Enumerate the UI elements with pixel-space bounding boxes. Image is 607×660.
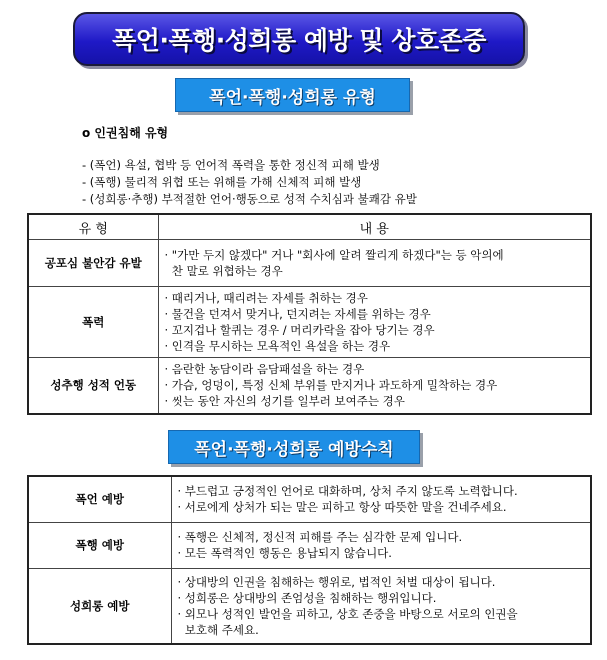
table-row: [28, 476, 591, 522]
content-line: · "가만 두지 않겠다" 거나 "회사에 알려 짤리게 하겠다"는 등 악의에: [164, 248, 504, 262]
content-line: · 모든 폭력적인 행동은 용납되지 않습니다.: [177, 546, 392, 560]
row-category: 폭언 예방: [28, 476, 171, 522]
bullet-item: - (폭언) 욕설, 협박 등 언어적 폭력을 통한 정신적 피해 발생: [82, 158, 380, 172]
prevention-table: [27, 475, 592, 645]
row-content: [171, 568, 591, 644]
table-header-row: [28, 214, 591, 240]
table-row: [28, 240, 591, 287]
page-title: 폭언·폭행·성희롱 예방 및 상호존중: [112, 26, 486, 55]
content-line: · 폭행은 신체적, 정신적 피해를 주는 심각한 문제 입니다.: [177, 530, 463, 544]
types-table: [27, 213, 592, 415]
header-content: 내 용: [158, 214, 591, 240]
section-heading-types-text: 폭언·폭행·성희롱 유형: [209, 87, 376, 108]
row-category: 폭행 예방: [28, 522, 171, 568]
content-line: · 인격을 무시하는 모욕적인 욕설을 하는 경우: [164, 339, 391, 353]
bullet-item: - (폭행) 물리적 위협 또는 위해를 가해 신체적 피해 발생: [82, 175, 362, 189]
content-line: · 물건을 던져서 맞거나, 던지려는 자세를 위하는 경우: [164, 307, 431, 321]
table-row: [28, 522, 591, 568]
content-line: 보호해 주세요.: [177, 622, 259, 637]
content-line: · 부드럽고 긍정적인 언어로 대화하며, 상처 주지 않도록 노력합니다.: [177, 484, 518, 499]
row-category: 공포심 불안감 유발: [28, 240, 158, 287]
row-content: [171, 476, 591, 522]
table-row: [28, 287, 591, 358]
section-heading-prevention: [168, 430, 420, 464]
section-heading-types: [175, 78, 410, 112]
row-content: [158, 240, 591, 287]
content-line: · 씻는 동안 자신의 성기를 일부러 보여주는 경우: [164, 394, 405, 409]
human-rights-violation-title: o 인권침해 유형: [82, 126, 169, 140]
row-category: 성희롱 예방: [28, 568, 171, 644]
content-line: · 음란한 농담이라 음담패설을 하는 경우: [164, 362, 365, 377]
content-line: · 성희롱은 상대방의 존엄성을 침해하는 행위입니다.: [177, 590, 437, 605]
table-row: [28, 358, 591, 414]
row-category: 폭력: [28, 287, 158, 358]
content-line: · 가슴, 엉덩이, 특정 신체 부위를 만지거나 과도하게 밀착하는 경우: [164, 378, 498, 393]
table-row: [28, 568, 591, 644]
bullet-item: - (성희롱·추행) 부적절한 언어·행동으로 성적 수치심과 불쾌감 유발: [82, 192, 417, 206]
page-title-banner: [73, 12, 525, 66]
header-type: 유 형: [28, 214, 158, 240]
content-line: · 서로에게 상처가 되는 말은 피하고 항상 따뜻한 말을 건네주세요.: [177, 500, 507, 515]
row-content: [158, 287, 591, 358]
content-line: · 외모나 성적인 발언을 피하고, 상호 존중을 바탕으로 서로의 인권을: [177, 606, 518, 621]
row-content: [158, 358, 591, 414]
content-line: · 때리거나, 때리려는 자세를 취하는 경우: [164, 291, 368, 305]
row-category: 성추행 성적 언동: [28, 358, 158, 414]
content-line: 찬 말로 위협하는 경우: [164, 264, 283, 278]
section-heading-prevention-text: 폭언·폭행·성희롱 예방수칙: [194, 439, 394, 460]
violation-bullet-list: [82, 157, 417, 208]
content-line: · 꼬지겁나 할퀴는 경우 / 머리카락을 잡아 당기는 경우: [164, 323, 435, 337]
content-line: · 상대방의 인권을 침해하는 행위로, 법적인 처벌 대상이 됩니다.: [177, 574, 496, 589]
row-content: [171, 522, 591, 568]
